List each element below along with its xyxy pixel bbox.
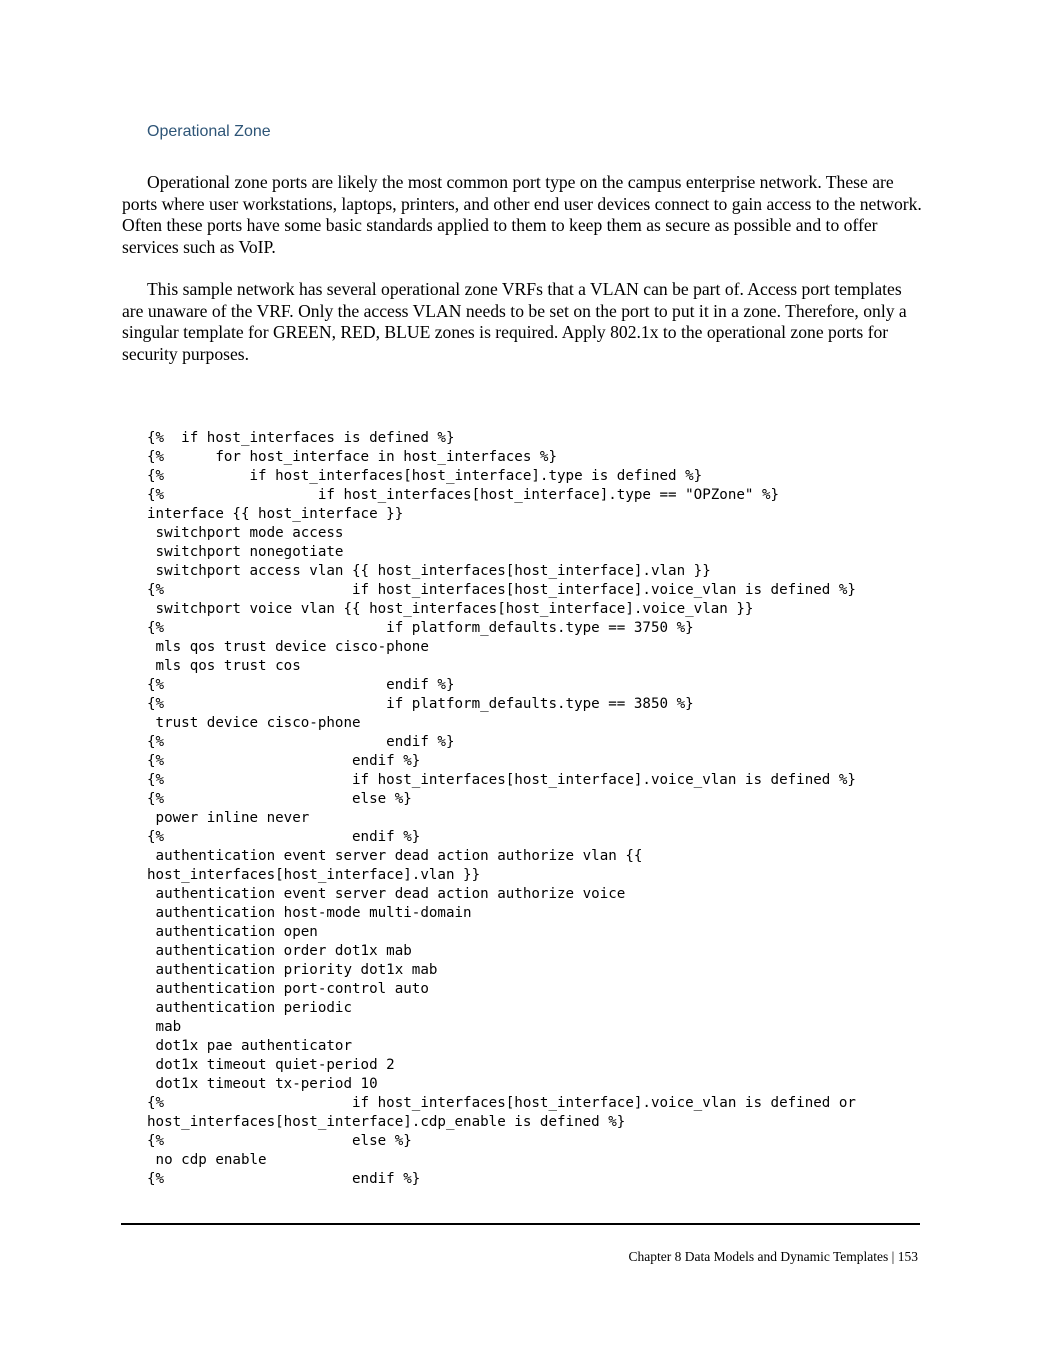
body-paragraph-2: This sample network has several operational zone VRFs that a VLAN can be part of. Access port templates are unaware of the VRF. Only the access VLAN needs to be set on the port to put it in a zone. Therefore, only a singular template for GREEN, RED, BLUE zones is required. Apply 802.1x to the operational zone ports for security purposes. [122, 279, 907, 364]
section-heading: Operational Zone [147, 123, 271, 140]
code-block: {% if host_interfaces is defined %} {% for host_interface in host_interfaces %} {% if host_interfaces[host_interface].type is defined %} {% if host_interfaces[host_interface].type == "OPZone" %} interface {{ host_interface }} switchport mode access switchport nonegotiate switchport access vlan {{ host_interfaces[host_interface].vlan }} {% if host_interfaces[host_interface].voice_vlan is defined %} switchport voice vlan {{ host_interfaces[host_interface].voice_vlan }} {% if platform_defaults.type == 3750 %} mls qos trust device cisco-phone mls qos trust cos {% endif %} {% if platform_defaults.type == 3850 %} trust device cisco-phone {% endif %} {% endif %} {% if host_interfaces[host_interface].voice_vlan is defined %} {% else %} power inline never {% endif %} authentication event server dead action authorize vlan {{ host_interfaces[host_interface].vlan }} authentication event server dead action authorize voice authentication host-mode multi-domain authentication open authentication order dot1x mab authentication priority dot1x mab authentication port-control auto authentication periodic mab dot1x pae authenticator dot1x timeout quiet-period 2 dot1x timeout tx-period 10 {% if host_interfaces[host_interface].voice_vlan is defined or host_interfaces[host_interface].cdp_enable is defined %} {% else %} no cdp enable {% endif %} [147, 430, 856, 1187]
body-paragraph-1: Operational zone ports are likely the most common port type on the campus enterprise network. These are ports where user workstations, laptops, printers, and other end user devices connect to gain access to the network. Often these ports have some basic standards applied to them to keep them as secure as possible and to offer services such as VoIP. [122, 172, 922, 257]
page-footer: Chapter 8 Data Models and Dynamic Templates | 153 [628, 1249, 918, 1264]
footer-divider [121, 1223, 920, 1225]
